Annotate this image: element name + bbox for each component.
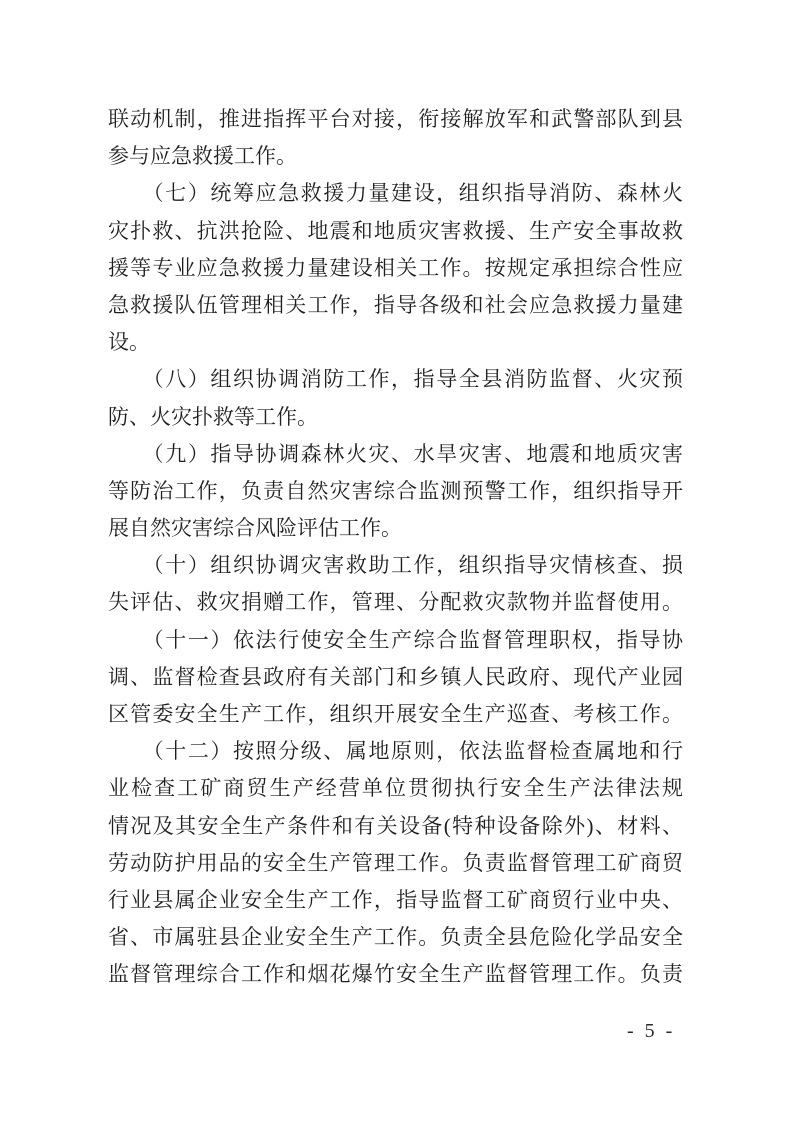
text-line: 急救援队伍管理相关工作，指导各级和社会应急救援力量建 [108, 292, 683, 317]
text-line: 联动机制，推进指挥平台对接，衔接解放军和武警部队到县 [108, 107, 683, 131]
paragraph-item-11 [108, 622, 683, 734]
text-line: 区管委安全生产工作，组织开展安全生产巡查、考核工作。 [108, 702, 683, 726]
text-line: 劳动防护用品的安全生产管理工作。负责监督管理工矿商贸 [108, 850, 683, 875]
text-line: 灾扑救、抗洪抢险、地震和地质灾害救援、生产安全事故救 [108, 218, 683, 243]
document-body [108, 101, 683, 994]
text-line: （九）指导协调森林火灾、水旱灾害、地震和地质灾害 [108, 441, 683, 466]
text-line: 监督管理综合工作和烟花爆竹安全生产监督管理工作。负责 [108, 962, 683, 987]
text-line: 防、火灾扑救等工作。 [108, 404, 318, 429]
text-line: （十一）依法行使安全生产综合监督管理职权，指导协 [108, 627, 683, 652]
text-line: （十二）按照分级、属地原则，依法监督检查属地和行 [108, 739, 683, 764]
text-line: 情况及其安全生产条件和有关设备(特种设备除外)、材料、 [108, 813, 683, 838]
paragraph-item-8 [108, 361, 683, 435]
page-number: - 5 - [627, 1020, 676, 1042]
text-line: 参与应急救援工作。 [108, 144, 297, 169]
text-line: 设。 [108, 330, 150, 355]
text-line: 等防治工作，负责自然灾害综合监测预警工作，组织指导开 [108, 478, 683, 503]
text-line: 援等专业应急救援力量建设相关工作。按规定承担综合性应 [108, 255, 683, 280]
text-line: （八）组织协调消防工作，指导全县消防监督、火灾预 [108, 367, 683, 392]
text-line: 调、监督检查县政府有关部门和乡镇人民政府、现代产业园 [108, 664, 683, 689]
paragraph-item-9 [108, 436, 683, 548]
text-line: 展自然灾害综合风险评估工作。 [108, 516, 402, 541]
text-line: 行业县属企业安全生产工作，指导监督工矿商贸行业中央、 [108, 887, 683, 912]
paragraph-item-7 [108, 175, 683, 361]
text-line: （七）统筹应急救援力量建设，组织指导消防、森林火 [108, 181, 683, 206]
text-line: 省、市属驻县企业安全生产工作。负责全县危险化学品安全 [108, 925, 683, 950]
paragraph-item-10 [108, 547, 683, 621]
text-line: 失评估、救灾捐赠工作，管理、分配救灾款物并监督使用。 [108, 590, 683, 615]
text-line: （十）组织协调灾害救助工作，组织指导灾情核查、损 [108, 553, 683, 578]
paragraph-item-6-continuation [108, 101, 683, 175]
text-line: 业检查工矿商贸生产经营单位贯彻执行安全生产法律法规 [108, 776, 683, 801]
paragraph-item-12 [108, 733, 683, 993]
